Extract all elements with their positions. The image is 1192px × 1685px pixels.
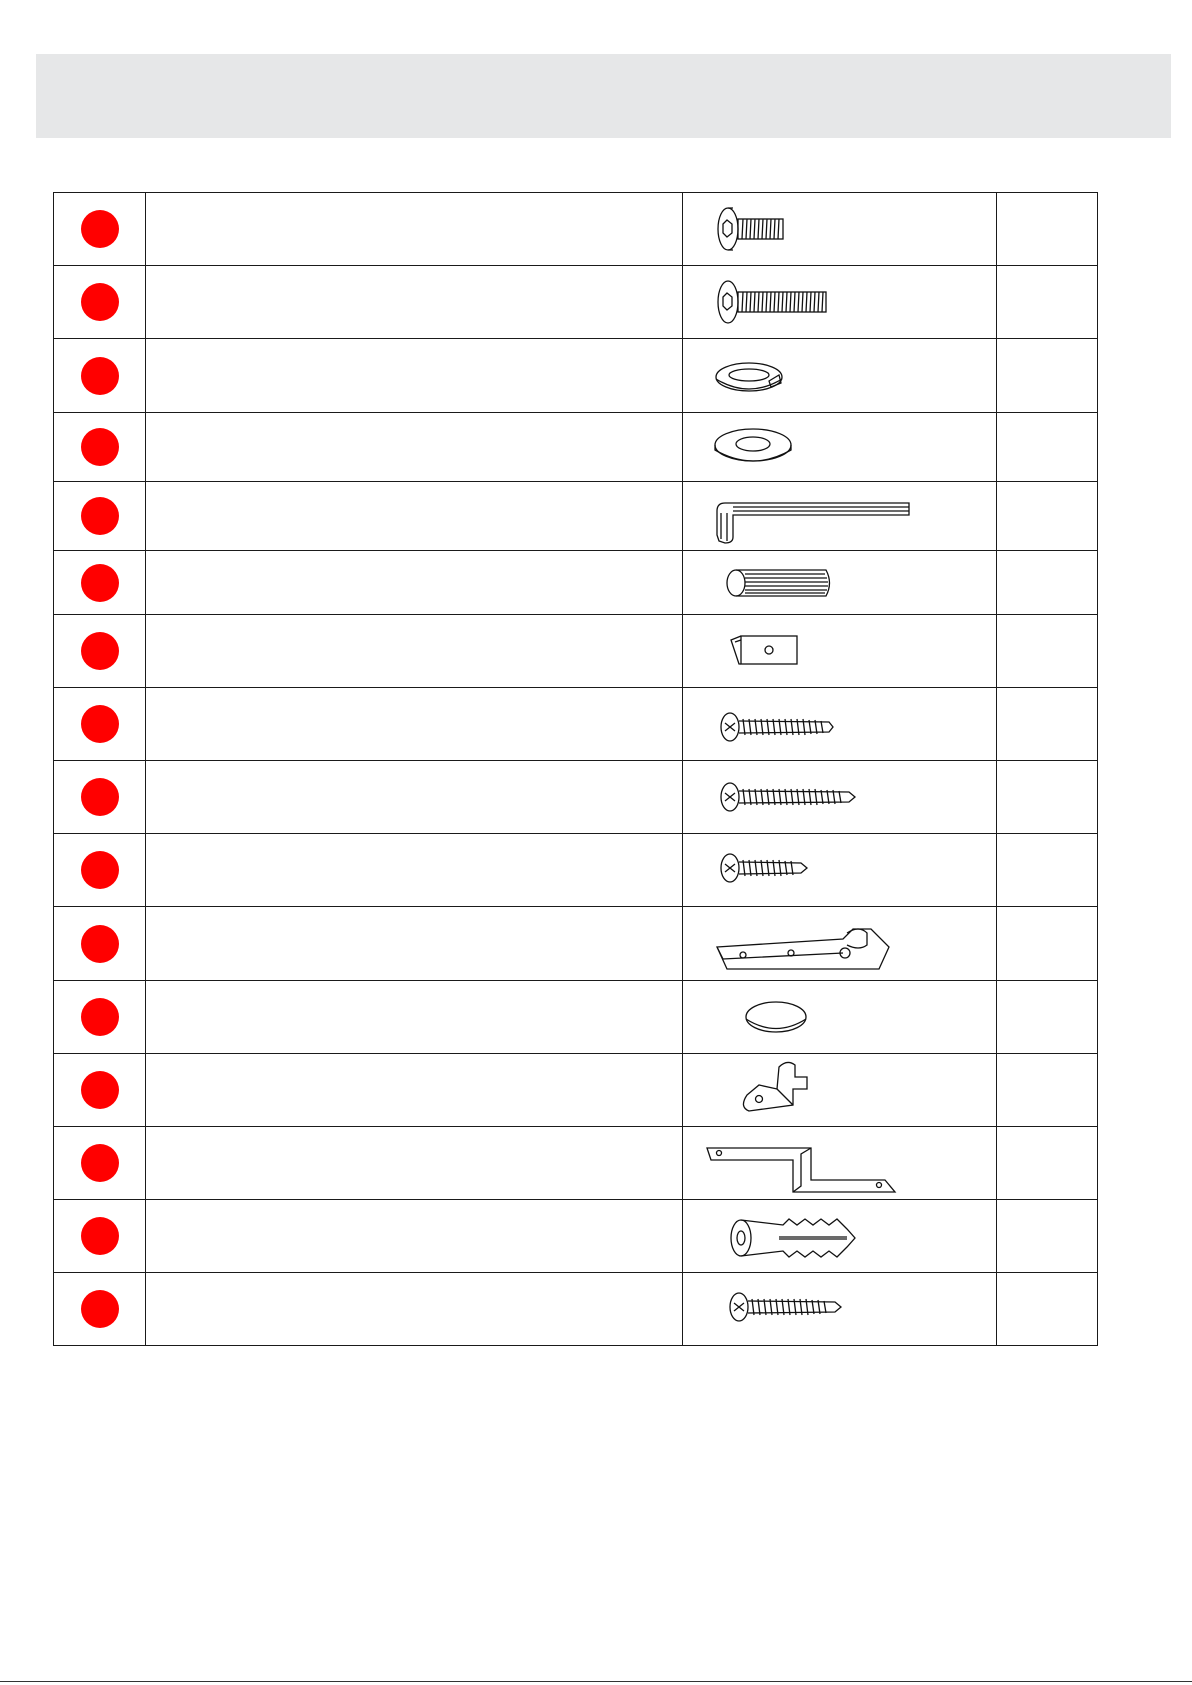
part-marker [81,851,119,889]
table-row [54,413,1098,482]
part-description-cell [146,193,683,266]
part-description-cell [146,688,683,761]
part-quantity-cell [997,193,1098,266]
flat-washer-icon [683,414,996,480]
short-hex-bolt-icon [683,194,996,264]
part-image-cell [683,981,997,1054]
part-quantity-cell [997,688,1098,761]
table-row [54,1054,1098,1127]
part-marker-cell [54,761,146,834]
part-marker-cell [54,193,146,266]
part-quantity-cell [997,1200,1098,1273]
part-description-cell [146,981,683,1054]
shelf-support-pin-icon [683,1055,996,1125]
table-row [54,688,1098,761]
part-marker-cell [54,834,146,907]
hardware-table [53,192,1098,1346]
part-marker [81,357,119,395]
part-quantity-cell [997,1273,1098,1346]
table-row [54,1200,1098,1273]
part-image-cell [683,339,997,413]
part-image-cell [683,834,997,907]
table-row [54,834,1098,907]
table-row [54,1127,1098,1200]
part-image-cell [683,482,997,551]
part-marker [81,210,119,248]
part-marker-cell [54,413,146,482]
part-quantity-cell [997,834,1098,907]
part-quantity-cell [997,907,1098,981]
medium-screw-icon [683,689,996,759]
part-marker-cell [54,688,146,761]
table-row [54,551,1098,615]
part-marker [81,925,119,963]
part-marker [81,1290,119,1328]
table-row [54,615,1098,688]
part-marker [81,1144,119,1182]
footer-rule [0,1681,1192,1682]
long-screw-icon [683,762,996,832]
part-description-cell [146,907,683,981]
part-marker [81,998,119,1036]
long-hex-bolt-icon [683,267,996,337]
part-marker [81,497,119,535]
part-quantity-cell [997,981,1098,1054]
allen-key-icon [683,483,996,549]
part-marker-cell [54,907,146,981]
part-image-cell [683,1273,997,1346]
table-row [54,907,1098,981]
table-row [54,266,1098,339]
part-image-cell [683,1200,997,1273]
part-image-cell [683,551,997,615]
part-description-cell [146,834,683,907]
part-marker [81,283,119,321]
part-quantity-cell [997,1054,1098,1127]
part-marker [81,564,119,602]
part-image-cell [683,266,997,339]
part-marker-cell [54,482,146,551]
part-image-cell [683,413,997,482]
part-marker [81,778,119,816]
table-row [54,1273,1098,1346]
spring-washer-icon [683,341,996,411]
part-image-cell [683,1127,997,1200]
part-description-cell [146,1054,683,1127]
short-screw-icon [683,835,996,905]
part-marker-cell [54,615,146,688]
clip-nut-icon [683,616,996,686]
table-row [54,761,1098,834]
part-description-cell [146,615,683,688]
part-marker-cell [54,1054,146,1127]
header-band [36,54,1171,138]
wall-screw-icon [683,1274,996,1344]
part-marker [81,632,119,670]
table-row [54,482,1098,551]
drawer-runner-icon [683,909,996,979]
wall-bracket-icon [683,1128,996,1198]
part-image-cell [683,907,997,981]
part-marker-cell [54,339,146,413]
part-quantity-cell [997,615,1098,688]
part-marker-cell [54,266,146,339]
part-quantity-cell [997,761,1098,834]
table-row [54,193,1098,266]
part-marker-cell [54,1127,146,1200]
part-marker [81,1071,119,1109]
table-row [54,981,1098,1054]
part-marker [81,428,119,466]
part-quantity-cell [997,482,1098,551]
part-quantity-cell [997,339,1098,413]
part-image-cell [683,193,997,266]
wooden-dowel-icon [683,552,996,614]
part-image-cell [683,615,997,688]
wall-plug-icon [683,1201,996,1271]
part-description-cell [146,761,683,834]
cover-cap-icon [683,982,996,1052]
part-quantity-cell [997,413,1098,482]
part-description-cell [146,1127,683,1200]
part-marker-cell [54,1200,146,1273]
table-row [54,339,1098,413]
part-image-cell [683,761,997,834]
part-description-cell [146,551,683,615]
part-marker [81,705,119,743]
part-description-cell [146,1273,683,1346]
part-image-cell [683,1054,997,1127]
part-description-cell [146,482,683,551]
part-marker [81,1217,119,1255]
part-quantity-cell [997,1127,1098,1200]
part-description-cell [146,339,683,413]
part-marker-cell [54,981,146,1054]
part-description-cell [146,413,683,482]
part-description-cell [146,1200,683,1273]
part-quantity-cell [997,266,1098,339]
part-image-cell [683,688,997,761]
part-description-cell [146,266,683,339]
part-marker-cell [54,1273,146,1346]
part-quantity-cell [997,551,1098,615]
part-marker-cell [54,551,146,615]
